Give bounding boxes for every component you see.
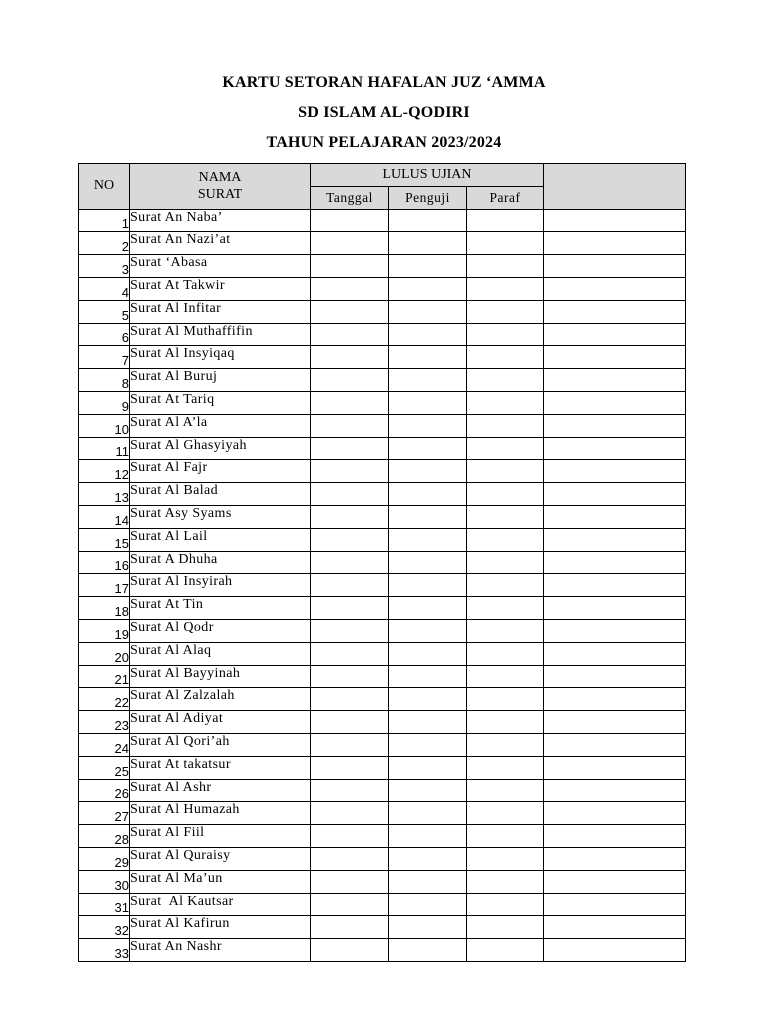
extra-cell[interactable] [544, 300, 686, 323]
penguji-cell[interactable] [389, 733, 467, 756]
extra-cell[interactable] [544, 642, 686, 665]
paraf-cell[interactable] [467, 346, 544, 369]
surah-name: Surat Al Kautsar [130, 893, 311, 916]
extra-cell[interactable] [544, 802, 686, 825]
penguji-cell[interactable] [389, 528, 467, 551]
header-paraf: Paraf [467, 186, 544, 209]
paraf-cell[interactable] [467, 597, 544, 620]
row-number: 13 [79, 483, 130, 506]
row-number: 23 [79, 711, 130, 734]
row-number: 8 [79, 369, 130, 392]
penguji-cell[interactable] [389, 460, 467, 483]
table-row [79, 346, 686, 369]
surah-name: Surat An Nazi’at [130, 232, 311, 255]
row-number: 27 [79, 802, 130, 825]
paraf-cell[interactable] [467, 209, 544, 232]
penguji-cell[interactable] [389, 802, 467, 825]
penguji-cell[interactable] [389, 369, 467, 392]
extra-cell[interactable] [544, 939, 686, 962]
table-row [79, 916, 686, 939]
paraf-cell[interactable] [467, 893, 544, 916]
paraf-cell[interactable] [467, 642, 544, 665]
surah-name: Surat Asy Syams [130, 505, 311, 528]
penguji-cell[interactable] [389, 779, 467, 802]
tanggal-cell[interactable] [311, 574, 389, 597]
paraf-cell[interactable] [467, 460, 544, 483]
row-number: 28 [79, 825, 130, 848]
table-row [79, 711, 686, 734]
extra-cell[interactable] [544, 414, 686, 437]
penguji-cell[interactable] [389, 300, 467, 323]
tanggal-cell[interactable] [311, 733, 389, 756]
paraf-cell[interactable] [467, 916, 544, 939]
row-number: 17 [79, 574, 130, 597]
penguji-cell[interactable] [389, 323, 467, 346]
extra-cell[interactable] [544, 779, 686, 802]
table-row [79, 437, 686, 460]
penguji-cell[interactable] [389, 619, 467, 642]
surah-name: Surat ‘Abasa [130, 255, 311, 278]
table-row [79, 232, 686, 255]
table-row [79, 642, 686, 665]
tanggal-cell[interactable] [311, 437, 389, 460]
tanggal-cell[interactable] [311, 232, 389, 255]
table-row [79, 756, 686, 779]
extra-cell[interactable] [544, 893, 686, 916]
extra-cell[interactable] [544, 209, 686, 232]
surah-name: Surat An Naba’ [130, 209, 311, 232]
extra-cell[interactable] [544, 916, 686, 939]
penguji-cell[interactable] [389, 232, 467, 255]
table-row [79, 825, 686, 848]
surah-name: Surat Al A’la [130, 414, 311, 437]
row-number: 7 [79, 346, 130, 369]
tanggal-cell[interactable] [311, 619, 389, 642]
penguji-cell[interactable] [389, 574, 467, 597]
surah-name: Surat Al Humazah [130, 802, 311, 825]
row-number: 25 [79, 756, 130, 779]
paraf-cell[interactable] [467, 483, 544, 506]
surah-name: Surat Al Zalzalah [130, 688, 311, 711]
row-number: 5 [79, 300, 130, 323]
extra-cell[interactable] [544, 255, 686, 278]
header-surah-name [130, 164, 311, 210]
row-number: 10 [79, 414, 130, 437]
extra-cell[interactable] [544, 733, 686, 756]
tanggal-cell[interactable] [311, 551, 389, 574]
table-row [79, 300, 686, 323]
tanggal-cell[interactable] [311, 847, 389, 870]
penguji-cell[interactable] [389, 642, 467, 665]
surah-name: Surat Al Insyiqaq [130, 346, 311, 369]
tanggal-cell[interactable] [311, 528, 389, 551]
paraf-cell[interactable] [467, 847, 544, 870]
extra-cell[interactable] [544, 711, 686, 734]
paraf-cell[interactable] [467, 939, 544, 962]
tanggal-cell[interactable] [311, 642, 389, 665]
tanggal-cell[interactable] [311, 277, 389, 300]
penguji-cell[interactable] [389, 505, 467, 528]
surah-name: Surat Al Insyirah [130, 574, 311, 597]
row-number: 33 [79, 939, 130, 962]
school-name: SD ISLAM AL-QODIRI [298, 104, 470, 121]
penguji-cell[interactable] [389, 893, 467, 916]
tanggal-cell[interactable] [311, 779, 389, 802]
row-number: 12 [79, 460, 130, 483]
paraf-cell[interactable] [467, 551, 544, 574]
table-row [79, 505, 686, 528]
surah-name: Surat A Dhuha [130, 551, 311, 574]
penguji-cell[interactable] [389, 483, 467, 506]
paraf-cell[interactable] [467, 870, 544, 893]
table-row [79, 665, 686, 688]
surah-name: Surat At Takwir [130, 277, 311, 300]
surah-name: Surat Al Ma’un [130, 870, 311, 893]
row-number: 24 [79, 733, 130, 756]
surah-name: Surat Al Kafirun [130, 916, 311, 939]
surah-name: Surat Al Balad [130, 483, 311, 506]
penguji-cell[interactable] [389, 756, 467, 779]
row-number: 22 [79, 688, 130, 711]
penguji-cell[interactable] [389, 437, 467, 460]
row-number: 21 [79, 665, 130, 688]
row-number: 3 [79, 255, 130, 278]
paraf-cell[interactable] [467, 574, 544, 597]
table-row [79, 619, 686, 642]
extra-cell[interactable] [544, 574, 686, 597]
table-row [79, 870, 686, 893]
tanggal-cell[interactable] [311, 505, 389, 528]
table-row [79, 209, 686, 232]
penguji-cell[interactable] [389, 916, 467, 939]
surah-name: Surat Al Ghasyiyah [130, 437, 311, 460]
tanggal-cell[interactable] [311, 893, 389, 916]
extra-cell[interactable] [544, 232, 686, 255]
paraf-cell[interactable] [467, 437, 544, 460]
row-number: 19 [79, 619, 130, 642]
extra-cell[interactable] [544, 528, 686, 551]
table-row [79, 460, 686, 483]
row-number: 18 [79, 597, 130, 620]
penguji-cell[interactable] [389, 209, 467, 232]
tanggal-cell[interactable] [311, 391, 389, 414]
table-row [79, 779, 686, 802]
surah-name: Surat At Tin [130, 597, 311, 620]
surah-name: Surat At takatsur [130, 756, 311, 779]
paraf-cell[interactable] [467, 825, 544, 848]
table-row [79, 277, 686, 300]
extra-cell[interactable] [544, 870, 686, 893]
extra-cell[interactable] [544, 665, 686, 688]
table-row [79, 847, 686, 870]
tanggal-cell[interactable] [311, 483, 389, 506]
row-number: 2 [79, 232, 130, 255]
memorization-table [78, 163, 686, 962]
penguji-cell[interactable] [389, 665, 467, 688]
paraf-cell[interactable] [467, 711, 544, 734]
extra-cell[interactable] [544, 483, 686, 506]
paraf-cell[interactable] [467, 665, 544, 688]
extra-cell[interactable] [544, 505, 686, 528]
surah-name: Surat Al Fiil [130, 825, 311, 848]
tanggal-cell[interactable] [311, 209, 389, 232]
extra-cell[interactable] [544, 323, 686, 346]
table-row [79, 369, 686, 392]
row-number: 6 [79, 323, 130, 346]
extra-cell[interactable] [544, 688, 686, 711]
tanggal-cell[interactable] [311, 665, 389, 688]
paraf-cell[interactable] [467, 369, 544, 392]
tanggal-cell[interactable] [311, 414, 389, 437]
extra-cell[interactable] [544, 460, 686, 483]
table-row [79, 574, 686, 597]
surah-name: Surat At Tariq [130, 391, 311, 414]
surah-name: Surat Al Muthaffifin [130, 323, 311, 346]
tanggal-cell[interactable] [311, 369, 389, 392]
surah-name: Surat Al Qodr [130, 619, 311, 642]
penguji-cell[interactable] [389, 939, 467, 962]
extra-cell[interactable] [544, 391, 686, 414]
extra-cell[interactable] [544, 756, 686, 779]
table-row [79, 391, 686, 414]
header-surah-name-line2: SURAT [197, 187, 243, 203]
surah-name: Surat Al Adiyat [130, 711, 311, 734]
paraf-cell[interactable] [467, 232, 544, 255]
penguji-cell[interactable] [389, 870, 467, 893]
penguji-cell[interactable] [389, 597, 467, 620]
table-row [79, 802, 686, 825]
row-number: 14 [79, 505, 130, 528]
surah-name: Surat Al Lail [130, 528, 311, 551]
row-number: 1 [79, 209, 130, 232]
surah-name: Surat Al Quraisy [130, 847, 311, 870]
tanggal-cell[interactable] [311, 870, 389, 893]
extra-cell[interactable] [544, 847, 686, 870]
paraf-cell[interactable] [467, 277, 544, 300]
table-row [79, 528, 686, 551]
tanggal-cell[interactable] [311, 916, 389, 939]
table-row [79, 688, 686, 711]
tanggal-cell[interactable] [311, 802, 389, 825]
paraf-cell[interactable] [467, 619, 544, 642]
row-number: 30 [79, 870, 130, 893]
header-tanggal: Tanggal [311, 186, 389, 209]
paraf-cell[interactable] [467, 255, 544, 278]
paraf-cell[interactable] [467, 300, 544, 323]
surah-name: Surat An Nashr [130, 939, 311, 962]
tanggal-cell[interactable] [311, 255, 389, 278]
penguji-cell[interactable] [389, 391, 467, 414]
penguji-cell[interactable] [389, 711, 467, 734]
surah-name: Surat Al Bayyinah [130, 665, 311, 688]
header-no: NO [79, 164, 130, 210]
row-number: 29 [79, 847, 130, 870]
academic-year: TAHUN PELAJARAN 2023/2024 [266, 134, 502, 151]
row-number: 15 [79, 528, 130, 551]
extra-cell[interactable] [544, 346, 686, 369]
penguji-cell[interactable] [389, 414, 467, 437]
extra-cell[interactable] [544, 277, 686, 300]
tanggal-cell[interactable] [311, 688, 389, 711]
extra-cell[interactable] [544, 597, 686, 620]
surah-name: Surat Al Ashr [130, 779, 311, 802]
paraf-cell[interactable] [467, 391, 544, 414]
extra-cell[interactable] [544, 369, 686, 392]
row-number: 16 [79, 551, 130, 574]
tanggal-cell[interactable] [311, 825, 389, 848]
tanggal-cell[interactable] [311, 711, 389, 734]
header-extra [544, 164, 686, 210]
table-row [79, 255, 686, 278]
row-number: 32 [79, 916, 130, 939]
tanggal-cell[interactable] [311, 756, 389, 779]
card-title: KARTU SETORAN HAFALAN JUZ ‘AMMA [222, 74, 546, 91]
tanggal-cell[interactable] [311, 939, 389, 962]
header-lulus-ujian: LULUS UJIAN [311, 164, 544, 187]
tanggal-cell[interactable] [311, 300, 389, 323]
paraf-cell[interactable] [467, 802, 544, 825]
tanggal-cell[interactable] [311, 346, 389, 369]
penguji-cell[interactable] [389, 277, 467, 300]
surah-name: Surat Al Alaq [130, 642, 311, 665]
table-row [79, 551, 686, 574]
penguji-cell[interactable] [389, 346, 467, 369]
extra-cell[interactable] [544, 825, 686, 848]
extra-cell[interactable] [544, 619, 686, 642]
table-row [79, 483, 686, 506]
row-number: 20 [79, 642, 130, 665]
row-number: 31 [79, 893, 130, 916]
tanggal-cell[interactable] [311, 597, 389, 620]
paraf-cell[interactable] [467, 688, 544, 711]
paraf-cell[interactable] [467, 414, 544, 437]
extra-cell[interactable] [544, 551, 686, 574]
tanggal-cell[interactable] [311, 323, 389, 346]
paraf-cell[interactable] [467, 779, 544, 802]
table-row [79, 597, 686, 620]
tanggal-cell[interactable] [311, 460, 389, 483]
table-row [79, 414, 686, 437]
penguji-cell[interactable] [389, 688, 467, 711]
paraf-cell[interactable] [467, 733, 544, 756]
extra-cell[interactable] [544, 437, 686, 460]
penguji-cell[interactable] [389, 255, 467, 278]
penguji-cell[interactable] [389, 825, 467, 848]
header-surah-name-line1: NAMA [198, 170, 242, 186]
row-number: 9 [79, 391, 130, 414]
penguji-cell[interactable] [389, 847, 467, 870]
surah-name: Surat Al Qori’ah [130, 733, 311, 756]
row-number: 4 [79, 277, 130, 300]
paraf-cell[interactable] [467, 323, 544, 346]
table-row [79, 939, 686, 962]
paraf-cell[interactable] [467, 528, 544, 551]
table-row [79, 893, 686, 916]
surah-name: Surat Al Infitar [130, 300, 311, 323]
paraf-cell[interactable] [467, 505, 544, 528]
surah-name: Surat Al Fajr [130, 460, 311, 483]
table-row [79, 733, 686, 756]
row-number: 26 [79, 779, 130, 802]
penguji-cell[interactable] [389, 551, 467, 574]
table-row [79, 323, 686, 346]
header-penguji: Penguji [389, 186, 467, 209]
paraf-cell[interactable] [467, 756, 544, 779]
surah-name: Surat Al Buruj [130, 369, 311, 392]
row-number: 11 [79, 437, 130, 460]
